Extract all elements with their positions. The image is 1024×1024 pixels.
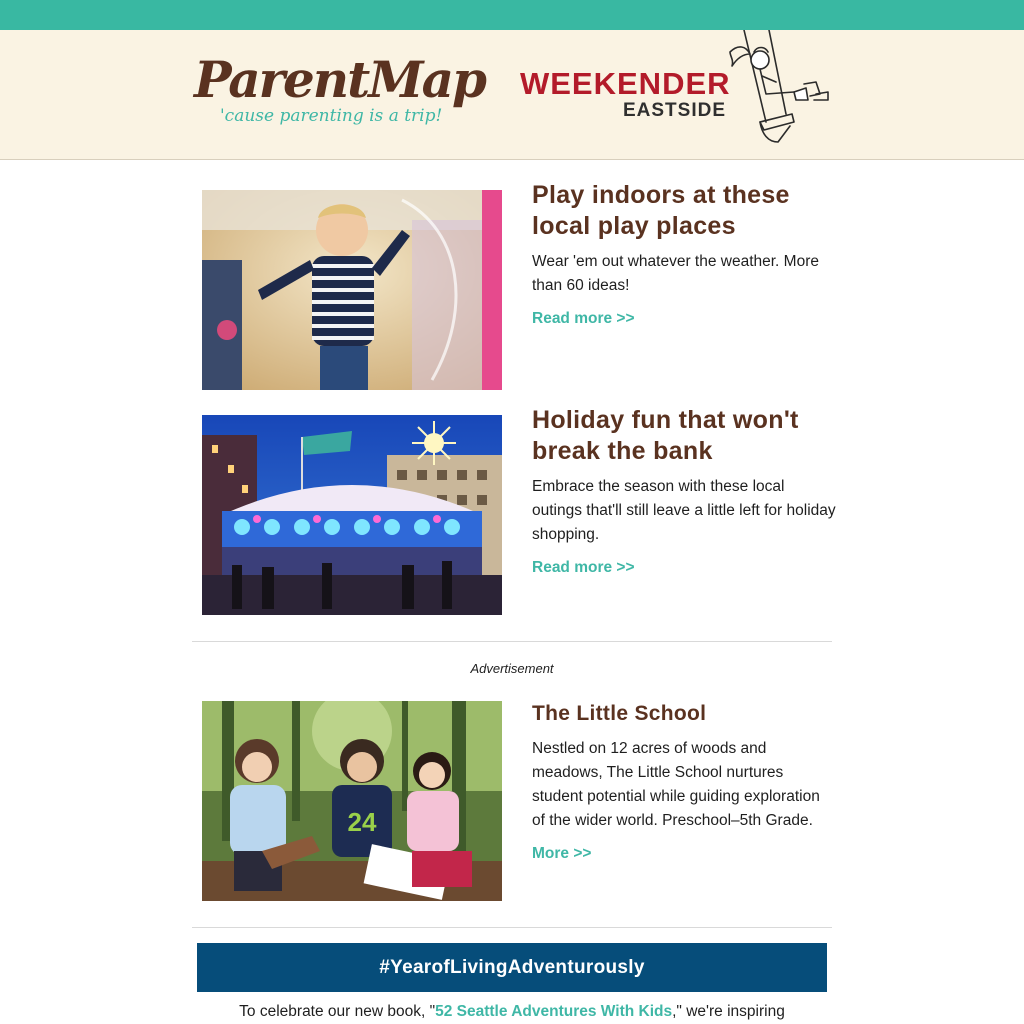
weekender-title: WEEKENDER (520, 66, 731, 101)
article-description: Wear 'em out whatever the weather. More than 60 ideas! (532, 253, 819, 294)
section-divider (192, 641, 832, 642)
article-text (532, 181, 837, 328)
email-header (0, 30, 1024, 160)
article-text (532, 406, 837, 577)
advertisement-title[interactable]: The Little School (532, 702, 707, 725)
read-more-link[interactable]: Read more >> (532, 559, 635, 576)
footer-text-after: ," we're inspiring (672, 1003, 785, 1020)
weekender-badge (520, 66, 731, 122)
top-accent-bar (0, 0, 1024, 30)
carousel-photo (202, 415, 502, 615)
footer-text-before: To celebrate our new book, " (239, 1003, 436, 1020)
advertisement-label: Advertisement (470, 661, 554, 676)
article-description: Embrace the season with these local outings that'll still leave a little left for holiday shopping. (532, 478, 836, 543)
children-in-woods-photo (202, 701, 502, 901)
weekender-subtitle: EASTSIDE (622, 100, 726, 121)
article-photo[interactable] (202, 190, 502, 390)
section-divider (192, 927, 832, 928)
advertisement-description: Nestled on 12 acres of woods and meadows, The Little School nurtures student potential while guiding exploration of the wider world. Preschool–5th Grade. (532, 740, 820, 829)
footer-intro-text (192, 1003, 832, 1021)
child-on-swing-illustration (724, 30, 834, 160)
article-title[interactable]: Holiday fun that won't break the bank (532, 406, 799, 465)
article-photo[interactable] (202, 415, 502, 615)
kid-in-ball-photo (202, 190, 502, 390)
book-link[interactable]: 52 Seattle Adventures With Kids (435, 1003, 673, 1020)
parentmap-logo[interactable] (194, 50, 485, 140)
advertisement-text (532, 701, 837, 863)
more-link[interactable]: More >> (532, 845, 592, 862)
svg-text:24: 24 (347, 807, 377, 837)
logo-wordmark: ParentMap (194, 50, 485, 109)
logo-tagline: 'cause parenting is a trip! (220, 106, 443, 126)
advertisement-photo[interactable] (202, 701, 502, 901)
article-title[interactable]: Play indoors at these local play places (532, 181, 790, 240)
hashtag-banner[interactable]: #YearofLivingAdventurously (197, 943, 827, 992)
read-more-link[interactable]: Read more >> (532, 310, 635, 327)
